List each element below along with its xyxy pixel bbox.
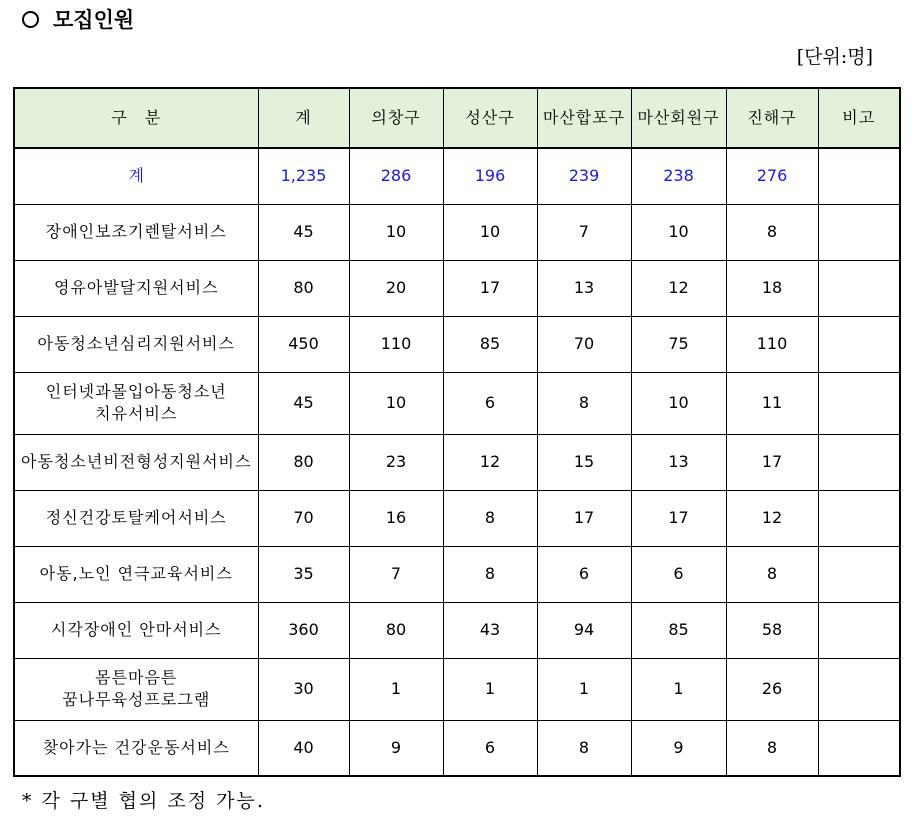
table-row (14, 720, 900, 776)
header-cell: 비고 (818, 88, 900, 148)
value-cell: 6 (443, 720, 537, 776)
value-cell: 6 (537, 546, 631, 602)
header-cell: 마산회원구 (631, 88, 726, 148)
value-cell: 110 (726, 316, 818, 372)
value-cell: 1 (537, 658, 631, 720)
header-cell: 계 (258, 88, 349, 148)
value-cell: 1 (631, 658, 726, 720)
value-cell: 85 (443, 316, 537, 372)
service-name-line: 몸튼마음튼 (95, 668, 178, 687)
value-cell: 80 (258, 260, 349, 316)
table-row (14, 372, 900, 434)
recruitment-table (13, 87, 901, 777)
remark-cell (818, 602, 900, 658)
total-value: 286 (349, 148, 443, 204)
table-row (14, 546, 900, 602)
total-value: 276 (726, 148, 818, 204)
value-cell: 7 (349, 546, 443, 602)
value-cell: 6 (443, 372, 537, 434)
service-name-line: 영유아발달지원서비스 (53, 278, 219, 297)
total-value: 239 (537, 148, 631, 204)
value-cell: 1 (443, 658, 537, 720)
service-name-cell (14, 434, 258, 490)
total-value: 1,235 (258, 148, 349, 204)
value-cell: 12 (726, 490, 818, 546)
remark-cell (818, 260, 900, 316)
value-cell: 110 (349, 316, 443, 372)
value-cell: 6 (631, 546, 726, 602)
table-row (14, 490, 900, 546)
service-name-line: 정신건강토탈케어서비스 (45, 508, 227, 527)
value-cell: 8 (726, 720, 818, 776)
value-cell: 8 (537, 720, 631, 776)
value-cell: 23 (349, 434, 443, 490)
service-name-cell (14, 658, 258, 720)
value-cell: 17 (631, 490, 726, 546)
table-row (14, 204, 900, 260)
header-cell: 구 분 (14, 88, 258, 148)
value-cell: 10 (349, 372, 443, 434)
remark-cell (818, 720, 900, 776)
value-cell: 13 (631, 434, 726, 490)
value-cell: 18 (726, 260, 818, 316)
value-cell: 26 (726, 658, 818, 720)
value-cell: 10 (631, 372, 726, 434)
remark-cell (818, 316, 900, 372)
value-cell: 17 (443, 260, 537, 316)
service-name-cell (14, 546, 258, 602)
service-name-cell (14, 316, 258, 372)
total-value: 238 (631, 148, 726, 204)
header-cell: 마산합포구 (537, 88, 631, 148)
unit-label: [단위:명] (796, 46, 873, 68)
value-cell: 70 (258, 490, 349, 546)
total-remark (818, 148, 900, 204)
remark-cell (818, 658, 900, 720)
value-cell: 8 (726, 546, 818, 602)
remark-cell (818, 434, 900, 490)
service-name-line: 꿈나무육성프로그램 (62, 690, 211, 709)
remark-cell (818, 372, 900, 434)
service-name-line: 아동청소년심리지원서비스 (37, 334, 235, 353)
header-cell: 성산구 (443, 88, 537, 148)
value-cell: 17 (537, 490, 631, 546)
table-row (14, 260, 900, 316)
value-cell: 15 (537, 434, 631, 490)
service-name-line: 찾아가는 건강운동서비스 (42, 737, 230, 757)
value-cell: 8 (726, 204, 818, 260)
value-cell: 1 (349, 658, 443, 720)
circle-bullet-icon (22, 11, 39, 28)
value-cell: 450 (258, 316, 349, 372)
value-cell: 8 (443, 546, 537, 602)
value-cell: 94 (537, 602, 631, 658)
value-cell: 43 (443, 602, 537, 658)
value-cell: 70 (537, 316, 631, 372)
service-name-cell (14, 372, 258, 434)
value-cell: 20 (349, 260, 443, 316)
service-name-line: 아동,노인 연극교육서비스 (39, 564, 233, 583)
table-row (14, 316, 900, 372)
value-cell: 45 (258, 372, 349, 434)
service-name-cell (14, 490, 258, 546)
footnote: * 각 구별 협의 조정 가능. (22, 790, 265, 812)
value-cell: 35 (258, 546, 349, 602)
service-name-cell (14, 204, 258, 260)
table-row (14, 602, 900, 658)
value-cell: 11 (726, 372, 818, 434)
table-row (14, 434, 900, 490)
service-name-line: 인터넷과몰입아동청소년 (45, 382, 227, 401)
value-cell: 360 (258, 602, 349, 658)
service-name-line: 시각장애인 안마서비스 (50, 620, 222, 639)
value-cell: 45 (258, 204, 349, 260)
service-name-line: 장애인보조기렌탈서비스 (45, 222, 227, 241)
header-cell: 진해구 (726, 88, 818, 148)
value-cell: 12 (443, 434, 537, 490)
value-cell: 30 (258, 658, 349, 720)
remark-cell (818, 204, 900, 260)
value-cell: 13 (537, 260, 631, 316)
value-cell: 10 (443, 204, 537, 260)
section-title-text: 모집인원 (53, 7, 135, 32)
section-title (22, 4, 134, 34)
value-cell: 9 (349, 720, 443, 776)
service-name-cell (14, 260, 258, 316)
service-name-cell (14, 602, 258, 658)
value-cell: 16 (349, 490, 443, 546)
value-cell: 7 (537, 204, 631, 260)
value-cell: 80 (349, 602, 443, 658)
value-cell: 10 (349, 204, 443, 260)
value-cell: 8 (537, 372, 631, 434)
total-label: 계 (14, 148, 258, 204)
total-value: 196 (443, 148, 537, 204)
header-cell: 의창구 (349, 88, 443, 148)
value-cell: 58 (726, 602, 818, 658)
value-cell: 9 (631, 720, 726, 776)
service-name-line: 아동청소년비전형성지원서비스 (21, 452, 252, 471)
header-row (14, 88, 900, 148)
remark-cell (818, 546, 900, 602)
value-cell: 10 (631, 204, 726, 260)
value-cell: 17 (726, 434, 818, 490)
table-row (14, 658, 900, 720)
value-cell: 75 (631, 316, 726, 372)
value-cell: 8 (443, 490, 537, 546)
total-row (14, 148, 900, 204)
value-cell: 12 (631, 260, 726, 316)
value-cell: 40 (258, 720, 349, 776)
service-name-cell (14, 720, 258, 776)
service-name-line: 치유서비스 (95, 404, 178, 423)
value-cell: 80 (258, 434, 349, 490)
remark-cell (818, 490, 900, 546)
value-cell: 85 (631, 602, 726, 658)
